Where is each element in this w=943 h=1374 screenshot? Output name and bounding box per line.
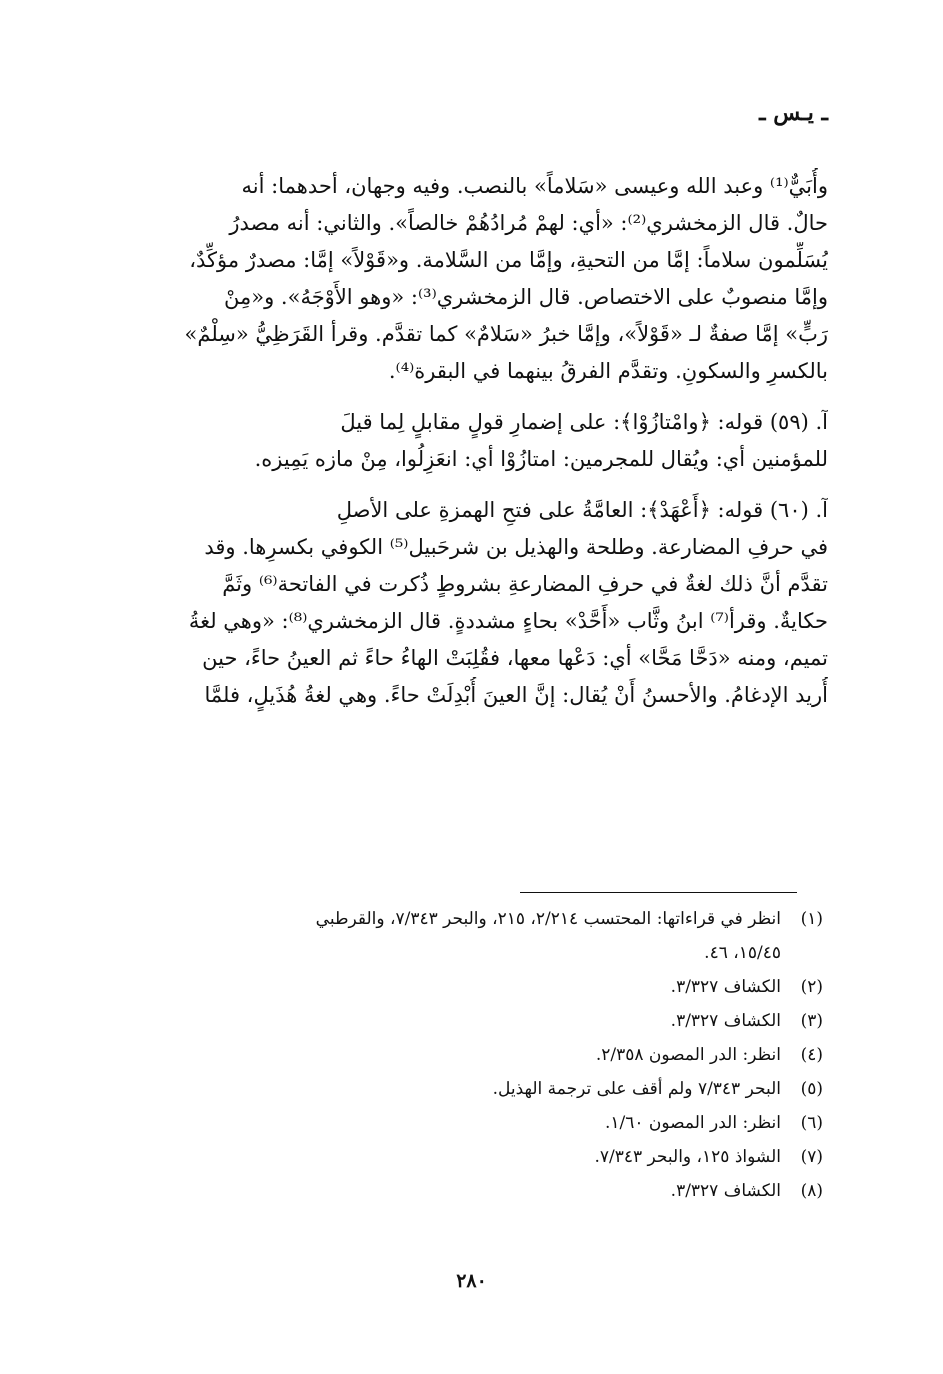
text-line: أُريد الإدغامُ. والأحسنُ أَنْ يُقال: إنَّ العينَ أُبْدِلَتْ حاءً. وهي لغةُ هُذَيلٍ، فلمَّا [204,683,828,707]
footnote-number: (١) [800,909,823,929]
footnote-line: انظر: الدر المصون ٢/٣٥٨. [595,1045,781,1065]
text-line: آ. (٥٩) قوله: ﴿وامْتازُوْا﴾: على إضمارِ قولٍ مقابلٍ لِما قيلَ [340,410,828,434]
footnote-item [112,1106,823,1140]
text-line: في حرفِ المضارعة. وطلحة والهذيل بن شرحَبيل⁽⁵⁾ الكوفي بكسرِها. وقد [204,535,828,559]
footnote-divider [520,892,797,893]
footnote-line: الكشاف ٣/٣٢٧. [670,1011,781,1031]
footnote-text [112,1072,781,1106]
footnote-number: (٥) [800,1079,823,1099]
footnote-line: الشواذ ١٢٥، والبحر ٧/٣٤٣. [594,1147,781,1167]
text-line: يُسَلِّمون سلاماً: إمَّا من التحيةِ، وإمَّا من السَّلامة. و«قَوْلاً» إمَّا: مصدرٌ مؤكِّدٌ، [189,248,828,272]
paragraph-verse-60 [112,492,828,714]
main-text [112,168,828,714]
text-line: تقدَّم أنَّ ذلك لغةٌ في حرفِ المضارعةِ بشروطٍ ذُكرت في الفاتحة⁽⁶⁾ وثَمَّ [222,572,828,596]
footnote-number: (٣) [800,1011,823,1031]
footnote-number: (٦) [800,1113,823,1133]
page-number: ٢٨٠ [456,1270,487,1292]
footnote-line: انظر: الدر المصون ١/٦٠. [604,1113,781,1133]
footnote-item [112,1038,823,1072]
footnote-item [112,1174,823,1208]
footnote-number: (٤) [800,1045,823,1065]
footnotes [112,902,823,1208]
footnote-item [112,902,823,970]
footnote-line: الكشاف ٣/٣٢٧. [670,977,781,997]
footnote-text [112,1174,781,1208]
footnote-text [112,1004,781,1038]
footnote-number: (٧) [800,1147,823,1167]
text-line: تميم، ومنه «دَحَّا مَحَّا» أي: دَعْها معها، فقُلِبَتْ الهاءُ حاءً ثم العينُ حاءً، حين [202,646,828,670]
text-line: رَبٍّ» إمَّا صفةٌ لـ «قَوْلاً»، وإمَّا خبرُ «سَلامٌ» كما تقدَّم. وقرأ القَرَظِيُّ «سِلْمٌ» [184,322,828,346]
footnote-text [112,1106,781,1140]
footnote-item [112,970,823,1004]
running-header: ـ يـس ـ [759,100,828,126]
footnote-number: (٨) [800,1181,823,1201]
footnote-line: ١٥/٤٥، ٤٦. [704,943,781,963]
footnote-text [112,1038,781,1072]
footnote-item [112,1140,823,1174]
text-line: حكايةٌ. وقرأ⁽⁷⁾ ابنُ وثَّاب «أَحَّدْ» بحاءٍ مشددةٍ. قال الزمخشري⁽⁸⁾: «وهي لغةُ [188,609,828,633]
text-line: وأُبَيٌّ⁽¹⁾ وعبد الله وعيسى «سَلاماً» بالنصب. وفيه وجهان، أحدهما: أنه [241,174,828,198]
footnote-line: الكشاف ٣/٣٢٧. [670,1181,781,1201]
footnote-item [112,1072,823,1106]
footnote-line: البحر ٧/٣٤٣ ولم أقف على ترجمة الهذيل. [492,1079,781,1099]
footnote-line: انظر في قراءاتها: المحتسب ٢/٢١٤، ٢١٥، والبحر ٧/٣٤٣، والقرطبي [315,909,781,929]
footnote-item [112,1004,823,1038]
paragraph [112,168,828,390]
text-line: حالٌ. قال الزمخشري⁽²⁾: «أي: لهمْ مُرادُهُمْ خالصاً». والثاني: أنه مصدرُ [229,211,828,235]
footnote-text [112,902,781,970]
text-line: آ. (٦٠) قوله: ﴿أَعْهَدْ﴾: العامَّةُ على فتحِ الهمزةِ على الأصلِ [336,498,828,522]
text-line: للمؤمنين أي: ويُقال للمجرمين: امتازُوْا أي: انعَزِلُوا، مِنْ مازه يَمِيزه. [254,447,828,471]
footnote-number: (٢) [800,977,823,997]
text-line: بالكسرِ والسكونِ. وتقدَّم الفرقُ بينهما في البقرة⁽⁴⁾. [388,359,828,383]
text-line: وإمَّا منصوبٌ على الاختصاص. قال الزمخشري⁽³⁾: «وهو الأَوْجَهُ». و«مِنْ [224,285,828,309]
footnote-text [112,1140,781,1174]
paragraph-verse-59 [112,404,828,478]
footnote-text [112,970,781,1004]
